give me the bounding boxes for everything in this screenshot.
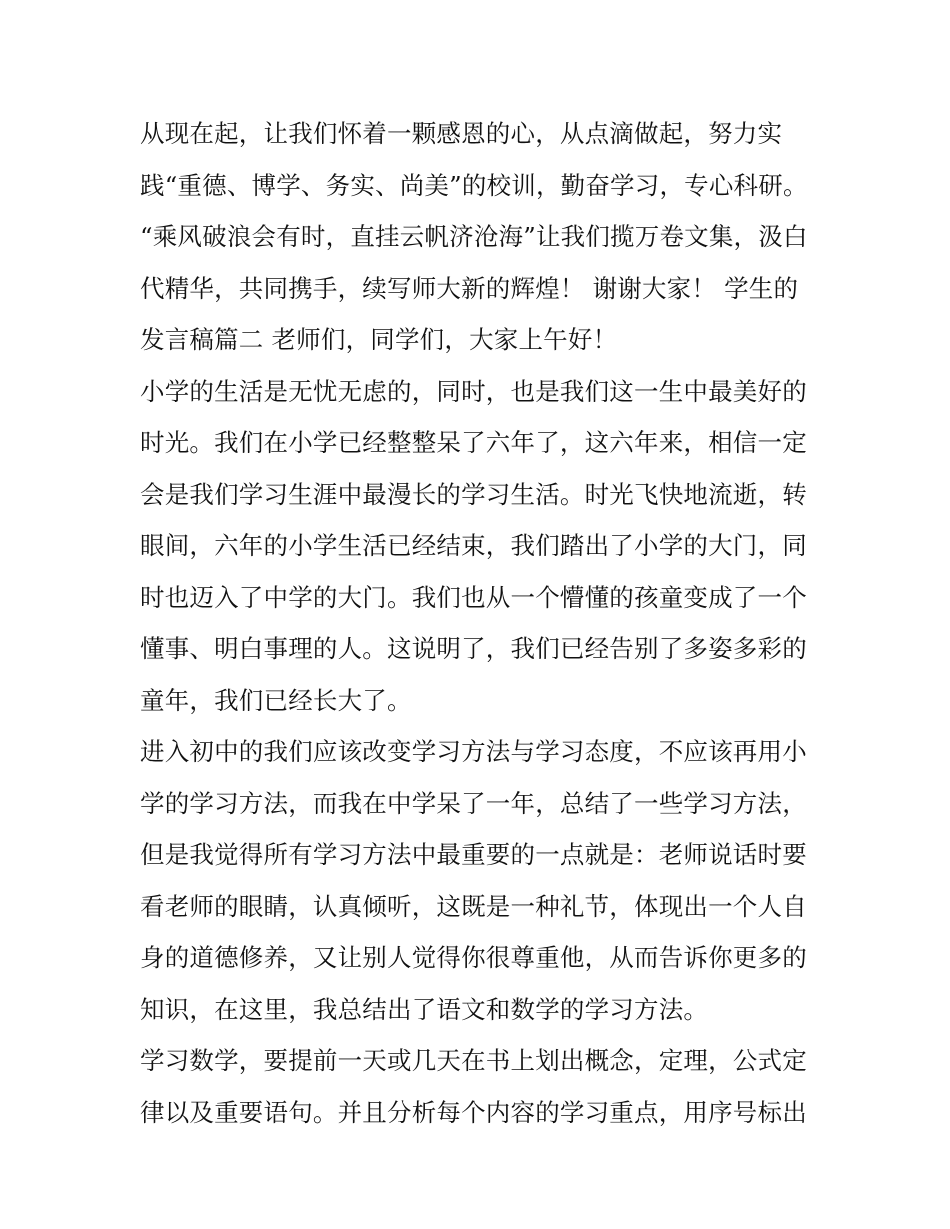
text-line: 代精华，共同携手，续写师大新的辉煌！ 谢谢大家！ 学生的 <box>140 273 799 303</box>
text-line: 看老师的眼睛，认真倾听，这既是一种礼节，体现出一个人自 <box>140 891 807 921</box>
text-line: 身的道德修养，又让别人觉得你很尊重他，从而告诉你更多的 <box>140 943 807 972</box>
text-line: 懂事、明白事理的人。这说明了，我们已经告别了多姿多彩的 <box>140 634 807 663</box>
text-line: 发言稿篇二 老师们，同学们，大家上午好！ <box>140 325 618 354</box>
text-line: 时光。我们在小学已经整整呆了六年了，这六年来，相信一定 <box>140 428 807 457</box>
text-line: 律以及重要语句。并且分析每个内容的学习重点，用序号标出 <box>140 1097 807 1127</box>
text-line: 学的学习方法，而我在中学呆了一年，总结了一些学习方法， <box>140 788 807 818</box>
text-line: “乘风破浪会有时，直挂云帆济沧海”让我们揽万卷文集，汲白 <box>140 222 808 251</box>
text-line: 践“重德、博学、务实、尚美”的校训，勤奋学习，专心科研。 <box>140 170 808 200</box>
text-line: 但是我觉得所有学习方法中最重要的一点就是：老师说话时要 <box>140 840 807 869</box>
text-line: 童年，我们已经长大了。 <box>140 685 412 715</box>
text-line: 眼间，六年的小学生活已经结束，我们踏出了小学的大门，同 <box>140 531 807 560</box>
text-line: 学习数学，要提前一天或几天在书上划出概念，定理，公式定 <box>140 1046 807 1075</box>
text-line: 小学的生活是无忧无虑的，同时，也是我们这一生中最美好的 <box>140 376 807 406</box>
text-line: 进入初中的我们应该改变学习方法与学习态度，不应该再用小 <box>140 737 807 766</box>
text-line: 会是我们学习生涯中最漫长的学习生活。时光飞快地流逝，转 <box>140 479 807 509</box>
text-line: 知识，在这里，我总结出了语文和数学的学习方法。 <box>140 994 709 1024</box>
text-line: 时也迈入了中学的大门。我们也从一个懵懂的孩童变成了一个 <box>140 582 807 612</box>
document-body <box>140 108 820 1138</box>
text-line: 从现在起，让我们怀着一颗感恩的心，从点滴做起，努力实 <box>140 119 783 148</box>
